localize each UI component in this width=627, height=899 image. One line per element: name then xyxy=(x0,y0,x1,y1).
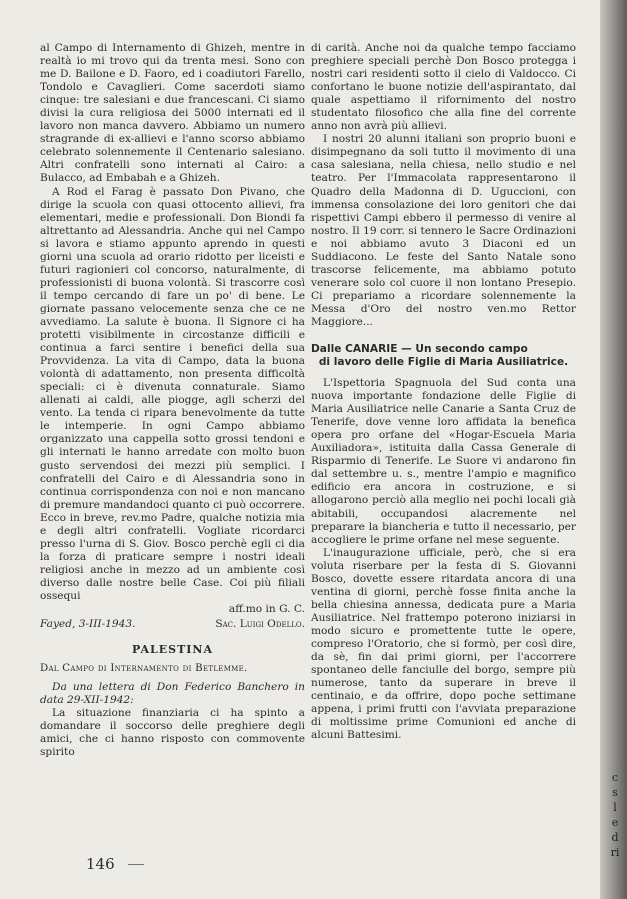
gutter-text-fragments xyxy=(605,770,625,860)
paragraph: al Campo di Internamento di Ghizeh, mentre in realtà io mi trovo qui da trenta mesi. Sono con me D. Bailone e D. Faoro, ed i coadiutori Farello, Tondolo e Cavaglieri. Come sacerdoti siamo cinque: tre salesiani e due francescani. Ci siamo divisi la cura religiosa dei 5000 internati ed il lavoro non manca davvero. Abbiamo un numero stragrande di ex-allievi e l'anno scorso abbiamo celebrato solennemente il Centenario salesiano. Altri confratelli sono internati al Cairo: a Bulacco, ad Embabah e a Ghizeh. xyxy=(40,42,305,185)
gutter-fragment: d xyxy=(611,831,619,844)
signature: Sac. Luigi Odello. xyxy=(215,618,305,631)
paragraph: L'inaugurazione ufficiale, però, che si era voluta riserbare per la festa di S. Giovanni Bosco, dovette essere ritardata ancora di una ventina di giorni, perchè fosse finita anche la bella chiesina annessa, dedicata pure a Maria Ausiliatrice. Nel frattempo poterono iniziarsi in modo sicuro e promettente tutte le opere, compreso l'Oratorio, che si formò, per così dire, da sè, fin dai primi giorni, per l'accorrere spontaneo delle fanciulle del borgo, sempre più numerose, tanto da superare in breve il centinaio, e da offrire, dopo poche settimane appena, i primi frutti con l'avviata preparazione di moltissime prime Comunioni ed anche di alcuni Battesimi. xyxy=(311,546,576,742)
page-number: 146 xyxy=(86,855,115,873)
article-heading-line2: di lavoro delle Figlie di Maria Ausiliatrice. xyxy=(318,356,569,369)
paragraph: di carità. Anche noi da qualche tempo facciamo preghiere speciali perchè Don Bosco protegga i nostri cari residenti sotto il cielo di Valdocco. Ci confortano le buone notizie dell'aspirantato, dal quale aspettiamo il rifornimento del nostro studentato filosofico che alla fine del corrente anno non avrà più allievi. xyxy=(311,42,576,133)
gutter-fragment: l xyxy=(613,801,617,814)
page-gutter xyxy=(600,0,627,899)
gutter-fragment: c xyxy=(611,771,619,784)
section-title: PALESTINA xyxy=(132,643,213,657)
article-heading xyxy=(311,343,576,369)
gutter-fragment: ri xyxy=(610,846,620,859)
article-heading-line1: Dalle CANARIE — Un secondo campo xyxy=(311,343,528,356)
section-subtitle: Dal Campo di Internamento di Betlemme. xyxy=(40,663,248,675)
paragraph: A Rod el Farag è passato Don Pivano, che dirige la scuola con quasi ottocento allievi, fra elementari, medie e professionali. Don Biondi fa altrettanto ad Alessandria. Anche qui nel Campo si lavora e stiamo appunto aprendo in questi giorni una scuola ad orario ridotto per liceisti e futuri ragionieri col concorso, naturalmente, di professionisti di buona volontà. Si trascorre così il tempo cercando di fare un po' di bene. Le giornate passano velocemente senza che ce ne avvediamo. La salute è buona. Il Signore ci ha protetti visibilmente in circostanze difficili e continua a farci sentire i benefici della sua Provvidenza. La vita di Campo, data la buona volontà di adattamento, non presenta difficoltà speciali: ci è divenuta connaturale. Siamo allenati ai caldi, alle piogge, agli scherzi del vento. La tenda ci ripara benevolmente da tutte le intemperie. In ogni Campo abbiamo organizzato una cappella sotto grossi tendoni e gli internati le hanno arredate con molto buon gusto servendosi dei mezzi più semplici. I confratelli del Cairo e di Alessandria sono in continua corrispondenza con noi e non mancano di premure mandandoci quanto ci può occorrere. Ecco in breve, rev.mo Padre, qualche notizia mia e degli altri confratelli. Vogliate ricordarci presso l'urna di S. Giov. Bosco perchè egli ci dia la forza di praticare sempre i nostri ideali religiosi anche in mezzo ad un ambiente così diverso dalle nostre belle Case. Coi più filiali ossequi xyxy=(40,185,305,602)
right-column xyxy=(311,42,576,742)
gutter-fragment: s xyxy=(612,786,618,799)
left-column xyxy=(40,42,305,759)
place-date: Fayed, 3-III-1943. xyxy=(40,618,136,631)
gutter-fragment: e xyxy=(611,816,619,829)
letter-note: Da una lettera di Don Federico Banchero in data 29-XII-1942: xyxy=(40,681,305,707)
closing-formula: aff.mo in G. C. xyxy=(228,603,305,616)
folio-dash xyxy=(128,864,144,865)
paragraph: L'Ispettoria Spagnuola del Sud conta una nuova importante fondazione delle Figlie di Maria Ausiliatrice nelle Canarie a Santa Cruz de Tenerife, dove venne loro affidata la benefica opera pro orfane del «Hogar-Escuela Maria Auxiliadora», istituita dalla Cassa Generale di Risparmio di Tenerife. Le Suore vi andarono fin dal settembre u. s., mentre l'ampio e magnifico edificio era ancora in costruzione, e si allogarono perciò alla meglio nei pochi locali già abitabili, occupandosi alacremente nel preparare la biancheria e tutto il necessario, per accogliere le prime orfane nel mese seguente. xyxy=(311,377,576,546)
paragraph: I nostri 20 alunni italiani son proprio buoni e disimpegnano da soli tutto il movimento di una casa salesiana, nella chiesa, nello studio e nel teatro. Per l'Immacolata rappresentarono il Quadro della Madonna di D. Uguccioni, con immensa consolazione dei loro genitori che dai rispettivi Campi ebbero il permesso di venire al nostro. Il 19 corr. si tennero le Sacre Ordinazioni e noi abbiamo avuto 3 Diaconi ed un Suddiacono. Le feste del Santo Natale sono trascorse felicemente, ma abbiamo potuto venerare solo col cuore il non lontano Presepio. Ci prepariamo a ricordare solennemente la Messa d'Oro del nostro ven.mo Rettor Maggiore... xyxy=(311,133,576,328)
dateline xyxy=(40,618,305,631)
paragraph: La situazione finanziaria ci ha spinto a domandare il soccorso delle preghiere degli amici, che ci hanno risposto con commovente spirito xyxy=(40,707,305,759)
